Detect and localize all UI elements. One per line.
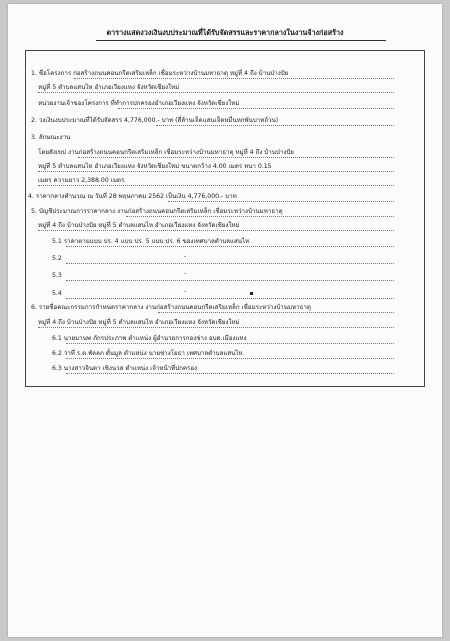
dotted-fill (66, 298, 394, 299)
estimate-item-5-4: 5.4 (52, 290, 62, 297)
estimate-list-line-1: 5. บัญชีประมาณการราคากลาง งานก่อสร้างถนนคอนกรีตเสริมเหล็ก เชื่อมระหว่างบ้านมหาธาตุ (31, 208, 283, 215)
project-name-line: 1. ชื่อโครงการ ก่อสร้างถนนคอนกรีตเสริมเหล็ก เชื่อมระหว่างบ้านมหาธาตุ หมู่ที่ 4 ถึง บ้านป่างปัย (31, 70, 289, 77)
estimate-item-5-3: 5.3 (52, 272, 62, 279)
project-location-line: หมู่ที่ 5 ตำบลแสนไห อำเภอเวียงแหง จังหวัดเชียงใหม่ (38, 84, 180, 91)
dotted-fill (66, 246, 394, 247)
dotted-fill (38, 230, 394, 231)
committee-member-1: 6.1 นายมานพ ภักรประภาพ ตำแหน่ง ผู้อำนวยการกองช่าง อบต.เมืองแหง (52, 335, 247, 342)
dotted-fill (38, 92, 394, 93)
project-owner-line: หน่วยงานเจ้าของโครงการ ที่ทำการปกครองอำเภอเวียงแหง จังหวัดเชียงใหม่ (38, 100, 240, 107)
estimate-list-line-2: หมู่ที่ 4 ถึง บ้านป่างปัย หมู่ที่ 5 ตำบลแสนไห อำเภอเวียงแหง จังหวัดเชียงใหม่ (38, 222, 240, 229)
dotted-fill (156, 125, 394, 126)
empty-dash: - (184, 253, 187, 260)
dot-mark (250, 292, 253, 295)
document-page (8, 4, 442, 637)
committee-line-1: 6. รายชื่อคณะกรรมการกำหนดราคากลาง งานก่อสร้างถนนคอนกรีตเสริมเหล็ก เชื่อมระหว่างบ้านมหาธาตุ (31, 304, 311, 311)
committee-member-2: 6.2 ว่าที่ ร.ต.พัลลภ ตั้นมูล ตำแหน่ง นายช่างโยธา เทศบาลตำบลแสนไห (52, 350, 243, 357)
title-underline (96, 40, 386, 41)
dotted-fill (66, 343, 394, 344)
committee-line-2: หมู่ที่ 4 ถึง บ้านป่างปัย หมู่ที่ 5 ตำบลแสนไห อำเภอเวียงแหง จังหวัดเชียงใหม่ (38, 319, 240, 326)
dotted-fill (66, 263, 394, 264)
dotted-fill (78, 157, 394, 158)
dotted-fill (66, 358, 394, 359)
budget-line: 2. วงเงินงบประมาณที่ได้รับจัดสรร 4,776,000.- บาท (สี่ล้านเจ็ดแสนเจ็ดหมื่นหกพันบาทถ้วน) (31, 117, 279, 124)
empty-dash: - (184, 270, 187, 277)
work-description-line-2: หมู่ที่ 5 ตำบลแสนไห อำเภอเวียงแหง จังหวัดเชียงใหม่ ขนาดกว้าง 4.00 เมตร หนา 0.15 (38, 163, 272, 170)
committee-member-3: 6.3 นางสาวจินดา เชิงนวล ตำแหน่ง เจ้าหน้าที่ปกครอง (52, 365, 198, 372)
estimate-item-5-1: 5.1 ราคาตามแบบ ปร. 4 แบบ ปร. 5 แบบ ปร. 6 ของเทศบาลตำบลแสนไห (52, 238, 250, 245)
work-type-heading: 3. ลักษณะงาน (31, 134, 71, 141)
dotted-fill (168, 201, 394, 202)
dotted-fill (38, 171, 394, 172)
document-title: ตารางแสดงวงเงินงบประมาณที่ได้รับจัดสรรและราคากลางในงานจ้างก่อสร้าง (106, 28, 344, 37)
dotted-fill (118, 108, 394, 109)
dotted-fill (38, 185, 394, 186)
work-description-line-3: เมตร ความยาว 2,388.00 เมตร (38, 177, 125, 184)
empty-dash: - (184, 288, 187, 295)
estimate-item-5-2: 5.2 (52, 255, 62, 262)
work-description-line-1: โดยสังเขป งานก่อสร้างถนนคอนกรีตเสริมเหล็ก เชื่อมระหว่างบ้านมหาธาตุ หมู่ที่ 4 ถึง บ้านป่างปัย (38, 149, 294, 156)
dotted-fill (158, 312, 394, 313)
dotted-fill (66, 280, 394, 281)
reference-price-line: 4. ราคากลางคำนวณ ณ วันที่ 28 พฤษภาคม 2562 เป็นเงิน 4,776,000.- บาท (28, 193, 237, 200)
dotted-fill (74, 78, 394, 79)
dotted-fill (38, 327, 394, 328)
dotted-fill (66, 373, 394, 374)
dotted-fill (126, 216, 394, 217)
